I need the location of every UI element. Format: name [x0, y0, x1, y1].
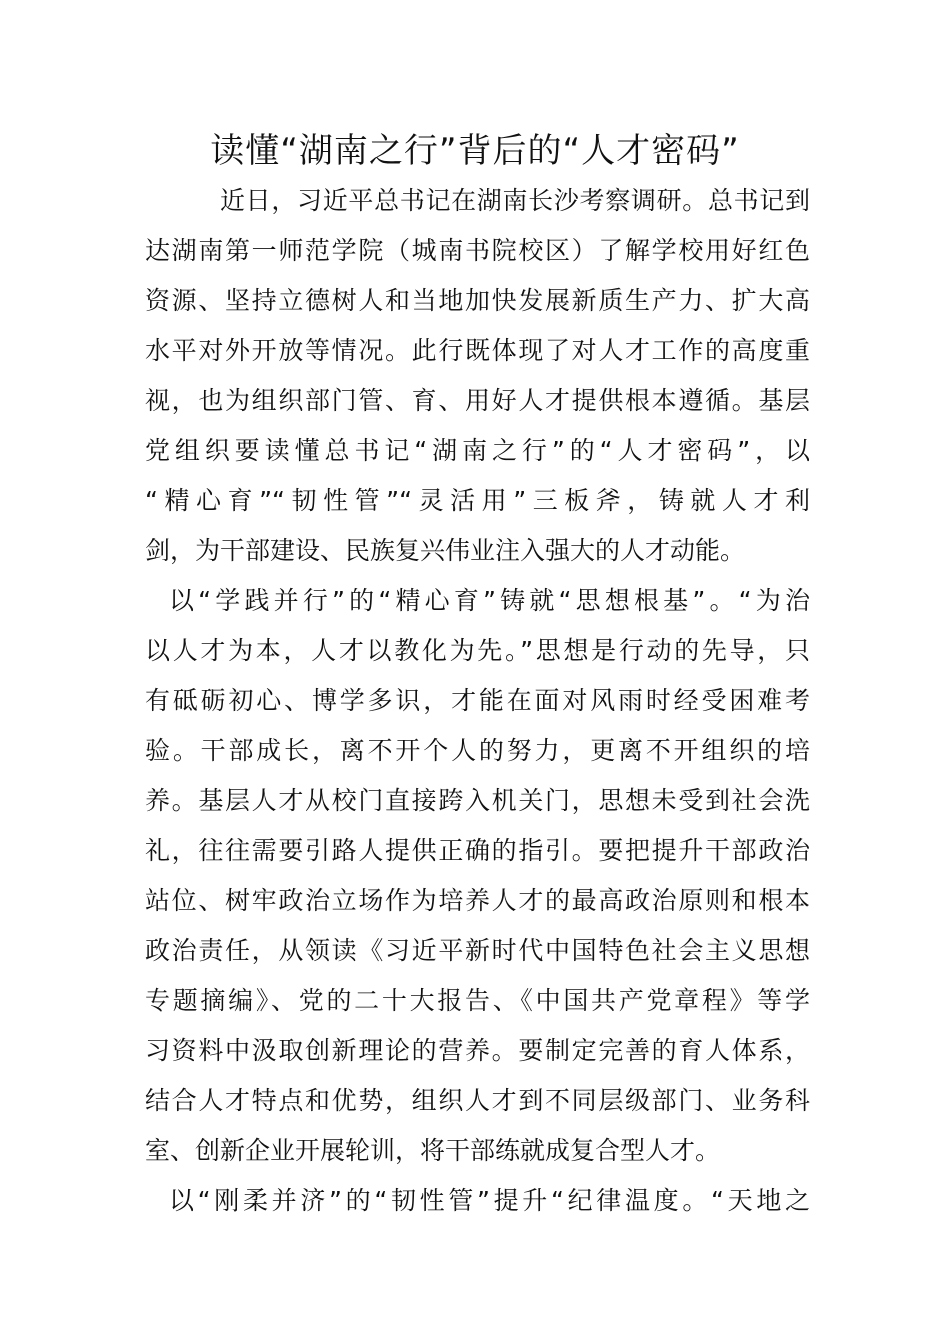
text-line: 党组织要读懂总书记“湖南之行”的“人才密码”，以 — [145, 436, 810, 465]
text-line: 养。基层人才从校门直接跨入机关门，思想未受到社会洗 — [145, 786, 810, 815]
text-line: 剑，为干部建设、民族复兴伟业注入强大的人才动能。 — [145, 536, 746, 565]
text-line: 站位、树牢政治立场作为培养人才的最高政治原则和根本 — [145, 886, 810, 915]
text-line: 专题摘编》、党的二十大报告、《中国共产党章程》等学 — [145, 986, 810, 1015]
text-line: 验。干部成长，离不开个人的努力，更离不开组织的培 — [145, 736, 810, 765]
document-title: 读懂“湖南之行”背后的“人才密码” — [210, 131, 740, 171]
text-line: 习资料中汲取创新理论的营养。要制定完善的育人体系， — [145, 1036, 810, 1065]
text-line: 结合人才特点和优势，组织人才到不同层级部门、业务科 — [145, 1086, 810, 1115]
text-line: 以“刚柔并济”的“韧性管”提升“纪律温度。“天地之 — [169, 1186, 810, 1215]
text-line: 室、创新企业开展轮训，将干部练就成复合型人才。 — [145, 1136, 721, 1165]
text-line: 政治责任，从领读《习近平新时代中国特色社会主义思想 — [145, 936, 810, 965]
text-line: 近日，习近平总书记在湖南长沙考察调研。总书记到 — [220, 186, 810, 215]
text-line: 达湖南第一师范学院（城南书院校区）了解学校用好红色 — [145, 236, 810, 265]
text-line: 礼，往往需要引路人提供正确的指引。要把提升干部政治 — [145, 836, 810, 865]
text-line: 有砥砺初心、博学多识，才能在面对风雨时经受困难考 — [145, 686, 810, 715]
document-body — [145, 176, 810, 1226]
text-line: 水平对外开放等情况。此行既体现了对人才工作的高度重 — [145, 336, 810, 365]
text-line: 以人才为本，人才以教化为先。”思想是行动的先导，只 — [145, 636, 810, 665]
text-line: 资源、坚持立德树人和当地加快发展新质生产力、扩大高 — [145, 286, 810, 315]
text-line: “精心育”“韧性管”“灵活用”三板斧，铸就人才利 — [145, 486, 810, 515]
text-line: 以“学践并行”的“精心育”铸就“思想根基”。“为治 — [169, 586, 810, 615]
text-line: 视，也为组织部门管、育、用好人才提供根本遵循。基层 — [145, 386, 810, 415]
